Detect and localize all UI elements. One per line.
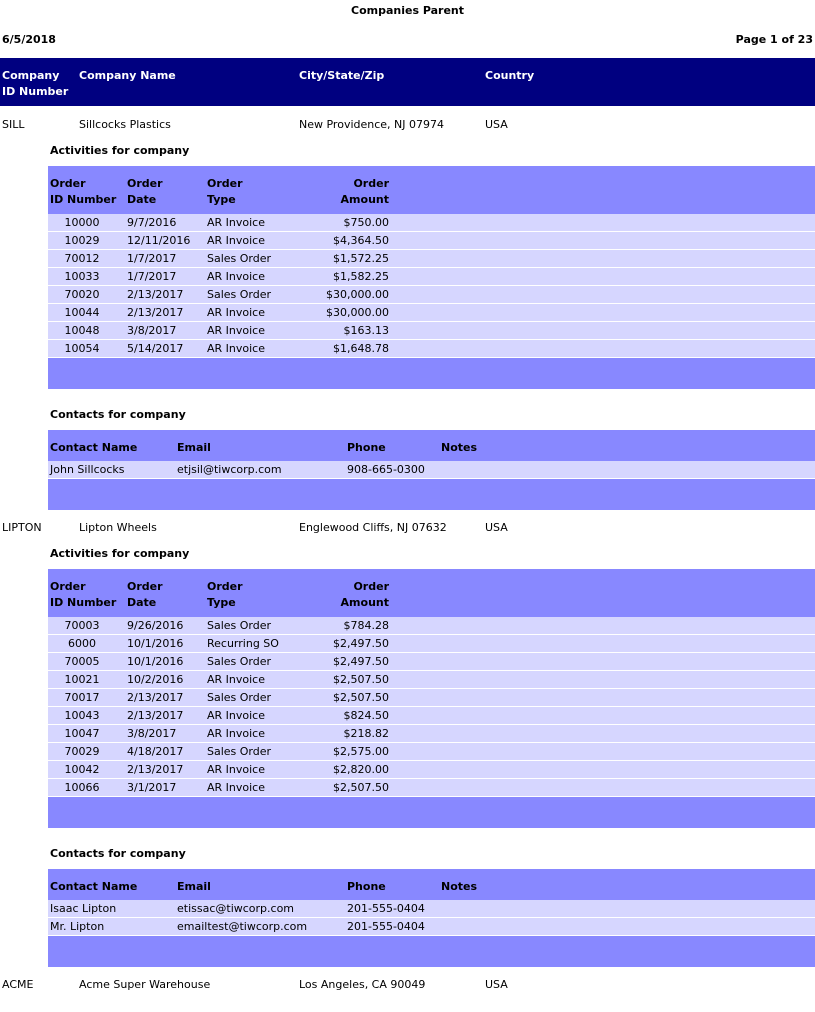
order-type: AR Invoice — [207, 763, 265, 776]
contact-name: Mr. Lipton — [50, 920, 105, 933]
company-city: Los Angeles, CA 90049 — [299, 978, 426, 991]
order-id: 70017 — [64, 691, 100, 704]
order-id: 10054 — [64, 342, 100, 355]
contact-notes-header: Notes — [441, 441, 478, 454]
company-city: New Providence, NJ 07974 — [299, 118, 444, 131]
contact-phone: 201-555-0404 — [347, 902, 425, 915]
order-date: 2/13/2017 — [127, 306, 184, 319]
company-name: Lipton Wheels — [79, 521, 157, 534]
order-amount: $2,507.50 — [333, 673, 389, 686]
activity-row — [48, 761, 815, 779]
activities-header — [48, 569, 815, 617]
order-type: AR Invoice — [207, 306, 265, 319]
order-id: 10033 — [64, 270, 100, 283]
activity-row — [48, 689, 815, 707]
activity-row — [48, 232, 815, 250]
report-date: 6/5/2018 — [2, 33, 56, 46]
order-id: 10066 — [64, 781, 100, 794]
order-amount: $30,000.00 — [326, 306, 389, 319]
order-amount-header-line2: Amount — [340, 193, 389, 206]
order-id: 10042 — [64, 763, 100, 776]
order-date: 9/7/2016 — [127, 216, 177, 229]
order-id-header-line2: ID Number — [50, 193, 117, 206]
order-id: 10029 — [64, 234, 100, 247]
page-number: Page 1 of 23 — [735, 33, 813, 46]
contact-row — [48, 918, 815, 936]
order-date: 9/26/2016 — [127, 619, 184, 632]
company-row — [0, 978, 815, 996]
order-amount: $750.00 — [343, 216, 389, 229]
activity-row — [48, 617, 815, 635]
activities-header — [48, 166, 815, 214]
order-amount: $1,648.78 — [333, 342, 389, 355]
order-id: 10043 — [64, 709, 100, 722]
order-amount: $163.13 — [343, 324, 389, 337]
contact-phone-header: Phone — [347, 441, 386, 454]
contact-email-header: Email — [177, 880, 211, 893]
order-amount: $1,572.25 — [333, 252, 389, 265]
order-amount: $2,820.00 — [333, 763, 389, 776]
order-type-header-line2: Type — [207, 596, 236, 609]
company-row — [0, 521, 815, 539]
header-city-state-zip: City/State/Zip — [299, 69, 385, 82]
order-amount-header-line1: Order — [353, 177, 389, 190]
company-id: ACME — [2, 978, 34, 991]
contacts-label: Contacts for company — [50, 408, 186, 421]
activity-row — [48, 340, 815, 358]
order-type-header-line2: Type — [207, 193, 236, 206]
order-date: 4/18/2017 — [127, 745, 184, 758]
order-amount: $2,575.00 — [333, 745, 389, 758]
order-amount: $2,497.50 — [333, 637, 389, 650]
company-row — [0, 118, 815, 136]
order-date-header-line1: Order — [127, 580, 163, 593]
order-date: 3/1/2017 — [127, 781, 177, 794]
company-city: Englewood Cliffs, NJ 07632 — [299, 521, 447, 534]
contact-phone: 908-665-0300 — [347, 463, 425, 476]
order-type: AR Invoice — [207, 234, 265, 247]
order-date: 2/13/2017 — [127, 763, 184, 776]
activity-row — [48, 725, 815, 743]
order-id: 10047 — [64, 727, 100, 740]
order-id: 70020 — [64, 288, 100, 301]
order-type: AR Invoice — [207, 342, 265, 355]
activity-row — [48, 671, 815, 689]
order-amount: $2,507.50 — [333, 691, 389, 704]
activities-footer — [48, 358, 815, 389]
header-company-id-line2: ID Number — [2, 85, 69, 98]
order-amount-header-line2: Amount — [340, 596, 389, 609]
company-country: USA — [485, 521, 508, 534]
contact-phone-header: Phone — [347, 880, 386, 893]
order-id: 70005 — [64, 655, 100, 668]
contact-row — [48, 461, 815, 479]
company-name: Sillcocks Plastics — [79, 118, 171, 131]
activity-row — [48, 250, 815, 268]
order-type: Sales Order — [207, 691, 272, 704]
activity-row — [48, 635, 815, 653]
order-date: 10/1/2016 — [127, 655, 184, 668]
company-id: SILL — [2, 118, 25, 131]
order-amount: $784.28 — [343, 619, 389, 632]
order-id: 6000 — [68, 637, 96, 650]
company-name: Acme Super Warehouse — [79, 978, 211, 991]
order-id: 10048 — [64, 324, 100, 337]
order-type-header-line1: Order — [207, 580, 243, 593]
contacts-footer — [48, 479, 815, 510]
contact-phone: 201-555-0404 — [347, 920, 425, 933]
order-id: 10021 — [64, 673, 100, 686]
order-amount: $4,364.50 — [333, 234, 389, 247]
activity-row — [48, 707, 815, 725]
company-id: LIPTON — [2, 521, 42, 534]
order-date: 10/2/2016 — [127, 673, 184, 686]
order-date: 2/13/2017 — [127, 691, 184, 704]
order-type: AR Invoice — [207, 324, 265, 337]
activity-row — [48, 779, 815, 797]
order-date: 12/11/2016 — [127, 234, 191, 247]
contact-email: etissac@tiwcorp.com — [177, 902, 295, 915]
order-id-header-line2: ID Number — [50, 596, 117, 609]
order-id: 70012 — [64, 252, 100, 265]
contacts-header — [48, 869, 815, 900]
activity-row — [48, 743, 815, 761]
company-country: USA — [485, 118, 508, 131]
order-date-header-line2: Date — [127, 596, 157, 609]
order-date: 10/1/2016 — [127, 637, 184, 650]
activity-row — [48, 214, 815, 232]
contact-name: John Sillcocks — [50, 463, 125, 476]
order-amount: $30,000.00 — [326, 288, 389, 301]
order-type: AR Invoice — [207, 270, 265, 283]
order-type: AR Invoice — [207, 727, 265, 740]
order-type: Sales Order — [207, 745, 272, 758]
order-id-header-line1: Order — [50, 177, 86, 190]
contact-email: etjsil@tiwcorp.com — [177, 463, 282, 476]
order-date: 1/7/2017 — [127, 252, 177, 265]
order-amount: $824.50 — [343, 709, 389, 722]
order-type: Sales Order — [207, 655, 272, 668]
activity-row — [48, 304, 815, 322]
contact-name-header: Contact Name — [50, 441, 138, 454]
order-id: 10044 — [64, 306, 100, 319]
activities-label: Activities for company — [50, 547, 190, 560]
order-id: 70029 — [64, 745, 100, 758]
header-country: Country — [485, 69, 535, 82]
contacts-label: Contacts for company — [50, 847, 186, 860]
order-type: AR Invoice — [207, 216, 265, 229]
main-column-header — [0, 58, 815, 106]
order-amount: $2,507.50 — [333, 781, 389, 794]
order-date: 2/13/2017 — [127, 288, 184, 301]
company-country: USA — [485, 978, 508, 991]
order-type: AR Invoice — [207, 781, 265, 794]
order-date: 1/7/2017 — [127, 270, 177, 283]
order-date: 3/8/2017 — [127, 324, 177, 337]
contact-row — [48, 900, 815, 918]
contact-name: Isaac Lipton — [50, 902, 117, 915]
order-date: 3/8/2017 — [127, 727, 177, 740]
order-id: 70003 — [64, 619, 100, 632]
contact-email: emailtest@tiwcorp.com — [177, 920, 308, 933]
contact-name-header: Contact Name — [50, 880, 138, 893]
order-id-header-line1: Order — [50, 580, 86, 593]
header-company-id-line1: Company — [2, 69, 60, 82]
contacts-footer — [48, 936, 815, 967]
order-date: 5/14/2017 — [127, 342, 184, 355]
order-type: Sales Order — [207, 288, 272, 301]
order-amount-header-line1: Order — [353, 580, 389, 593]
report-title: Companies Parent — [351, 4, 464, 17]
order-date-header-line2: Date — [127, 193, 157, 206]
activity-row — [48, 322, 815, 340]
order-type: AR Invoice — [207, 673, 265, 686]
contact-notes-header: Notes — [441, 880, 478, 893]
order-date-header-line1: Order — [127, 177, 163, 190]
activities-label: Activities for company — [50, 144, 190, 157]
activity-row — [48, 286, 815, 304]
order-type: AR Invoice — [207, 709, 265, 722]
order-type-header-line1: Order — [207, 177, 243, 190]
contacts-header — [48, 430, 815, 461]
header-company-name: Company Name — [79, 69, 176, 82]
order-amount: $2,497.50 — [333, 655, 389, 668]
activity-row — [48, 268, 815, 286]
order-type: Sales Order — [207, 619, 272, 632]
order-date: 2/13/2017 — [127, 709, 184, 722]
order-amount: $1,582.25 — [333, 270, 389, 283]
order-type: Recurring SO — [207, 637, 279, 650]
order-type: Sales Order — [207, 252, 272, 265]
activities-footer — [48, 797, 815, 828]
activity-row — [48, 653, 815, 671]
contact-email-header: Email — [177, 441, 211, 454]
order-amount: $218.82 — [343, 727, 389, 740]
order-id: 10000 — [64, 216, 100, 229]
